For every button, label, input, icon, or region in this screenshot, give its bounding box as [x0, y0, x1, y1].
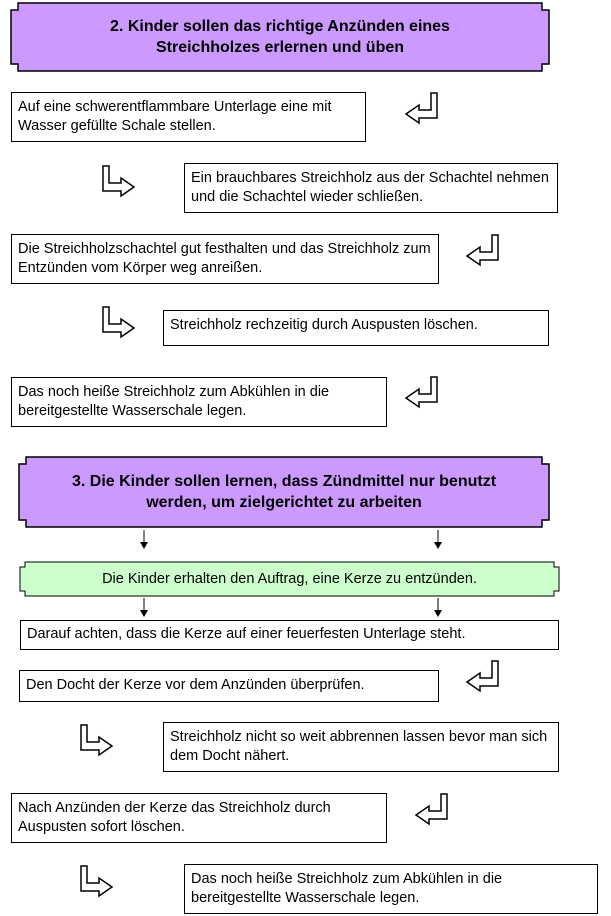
return-arrow-icon: [405, 92, 439, 124]
step-box: [163, 722, 559, 772]
step-box: [11, 234, 439, 284]
step-text: Streichholz nicht so weit abbrennen lassen bevor man sich dem Docht nähert.: [170, 729, 548, 764]
return-arrow-icon: [415, 793, 449, 825]
step-text: Das noch heiße Streichholz zum Abkühlen in die bereitgestellte Wasserschale legen.: [18, 384, 330, 419]
step-box: [11, 92, 366, 142]
step-text: Darauf achten, dass die Kerze auf einer feuerfesten Unterlage steht.: [27, 626, 466, 642]
step-text: Den Docht der Kerze vor dem Anzünden überprüfen.: [26, 677, 365, 693]
turn-right-arrow-icon: [80, 724, 114, 756]
step-text: Streichholz rechzeitig durch Auspusten löschen.: [170, 317, 478, 333]
turn-right-arrow-icon: [102, 306, 136, 338]
turn-right-arrow-icon: [102, 165, 136, 197]
task-text: Die Kinder erhalten den Auftrag, eine Kerze zu entzünden.: [102, 571, 477, 587]
step-text: Die Streichholzschachtel gut festhalten und das Streichholz zum Entzünden vom Körper weg anreißen.: [18, 241, 431, 276]
step-box: [184, 163, 558, 213]
step-text: Das noch heiße Streichholz zum Abkühlen in die bereitgestellte Wasserschale legen.: [191, 871, 503, 906]
turn-right-arrow-icon: [80, 865, 114, 897]
down-arrow-icon: [138, 598, 150, 618]
section-3-title-text: 3. Die Kinder sollen lernen, dass Zündmittel nur benutzt werden, um zielgerichtet zu arbeiten: [71, 473, 497, 511]
return-arrow-icon: [466, 660, 500, 692]
step-text: Nach Anzünden der Kerze das Streichholz durch Auspusten sofort löschen.: [18, 800, 331, 835]
step-box: [184, 864, 598, 914]
step-box: [11, 793, 387, 843]
task-box: [19, 561, 560, 597]
down-arrow-icon: [432, 598, 444, 618]
return-arrow-icon: [466, 234, 500, 266]
step-box: [163, 310, 549, 346]
down-arrow-icon: [138, 530, 150, 550]
step-text: Ein brauchbares Streichholz aus der Schachtel nehmen und die Schachtel wieder schließen.: [191, 170, 549, 205]
section-3-title: [18, 456, 550, 528]
return-arrow-icon: [405, 376, 439, 408]
down-arrow-icon: [432, 530, 444, 550]
step-text: Auf eine schwerentflammbare Unterlage eine mit Wasser gefüllte Schale stellen.: [18, 99, 332, 134]
step-box: [11, 377, 387, 427]
step-box: [20, 620, 559, 650]
section-2-title-text: 2. Kinder sollen das richtige Anzünden eines Streichholzes erlernen und üben: [110, 18, 450, 56]
step-box: [19, 670, 439, 702]
section-2-title: [10, 2, 550, 72]
